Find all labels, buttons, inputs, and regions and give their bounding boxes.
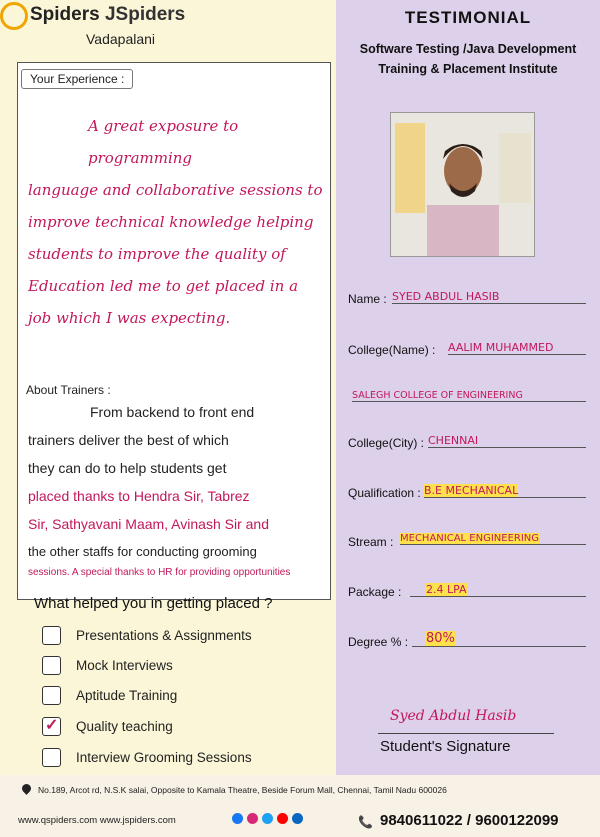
linkedin-icon[interactable]: [292, 813, 303, 824]
question-title: What helped you in getting placed ?: [34, 595, 273, 612]
logo: [30, 4, 185, 26]
checkbox[interactable]: [42, 686, 61, 705]
college-name-label: College(Name) :: [348, 343, 436, 357]
trainers-line: sessions. A special thanks to HR for providing opportunities: [28, 567, 291, 578]
name-value: SYED ABDUL HASIB: [392, 290, 586, 304]
youtube-icon[interactable]: [277, 813, 288, 824]
signature-line: [378, 733, 554, 734]
footer-address: No.189, Arcot rd, N.S.K salai, Opposite to Kamala Theatre, Beside Forum Mall, Chennai, Tamil Nadu 600026: [38, 785, 447, 795]
qualification-value: [424, 484, 586, 498]
option-label: Aptitude Training: [76, 687, 178, 703]
phone-icon: 📞: [358, 815, 373, 829]
social-icons: [232, 813, 303, 824]
footer-websites: www.qspiders.com www.jspiders.com: [18, 815, 176, 826]
logo-text: Spiders: [30, 4, 100, 25]
degree-value: [412, 631, 586, 647]
trainers-line: From backend to front end: [90, 404, 255, 420]
experience-line: A great exposure to programming: [88, 117, 239, 167]
option-presentations[interactable]: [42, 624, 252, 646]
package-label: Package :: [348, 585, 402, 599]
option-label: Mock Interviews: [76, 657, 173, 673]
degree-label: Degree % :: [348, 635, 409, 649]
experience-line: job which I was expecting.: [28, 309, 231, 327]
trainers-text: [28, 398, 328, 580]
checkbox[interactable]: [42, 626, 61, 645]
option-label: Interview Grooming Sessions: [76, 749, 252, 765]
student-signature: Syed Abdul Hasib: [390, 708, 517, 724]
college-name-value-2: SALEGH COLLEGE OF ENGINEERING: [352, 390, 586, 402]
branch-name: Vadapalani: [86, 31, 156, 47]
instagram-icon[interactable]: [247, 813, 258, 824]
option-aptitude[interactable]: [42, 684, 177, 706]
person-photo-icon: [391, 113, 534, 256]
signature-label: Student's Signature: [380, 738, 511, 755]
trainers-line: trainers deliver the best of which: [28, 432, 229, 448]
trainers-line: the other staffs for conducting grooming: [28, 544, 257, 559]
option-label: Quality teaching: [76, 718, 173, 734]
degree-highlight: 80%: [426, 631, 455, 646]
twitter-icon[interactable]: [262, 813, 273, 824]
college-city-value: CHENNAI: [428, 434, 586, 448]
trainers-line: placed thanks to Hendra Sir, Tabrez: [28, 488, 250, 504]
facebook-icon[interactable]: [232, 813, 243, 824]
checkbox[interactable]: [42, 656, 61, 675]
page-title: TESTIMONIAL: [404, 8, 532, 27]
logo-text-2: JSpiders: [104, 4, 186, 25]
stream-label: Stream :: [348, 535, 394, 549]
experience-line: language and collaborative sessions to: [28, 181, 323, 199]
subtitle-line: Training & Placement Institute: [378, 62, 558, 76]
trainers-line: they can do to help students get: [28, 460, 227, 476]
stream-value: [400, 533, 586, 545]
option-mock-interviews[interactable]: [42, 654, 173, 676]
page-subtitle: [336, 39, 600, 79]
option-label: Presentations & Assignments: [76, 627, 252, 643]
subtitle-line: Software Testing /Java Development: [359, 42, 577, 56]
package-value: [410, 583, 586, 597]
college-name-value: AALIM MUHAMMED: [448, 341, 586, 355]
footer-phones: 9840611022 / 9600122099: [380, 812, 559, 829]
checkbox[interactable]: [42, 748, 61, 767]
option-quality-teaching[interactable]: [42, 715, 173, 737]
student-photo: [390, 112, 535, 257]
check-icon: ✓: [45, 716, 59, 734]
package-highlight: 2.4 LPA: [426, 583, 467, 596]
qualification-highlight: B.E MECHANICAL: [424, 484, 519, 497]
option-grooming[interactable]: [42, 746, 252, 768]
experience-line: improve technical knowledge helping: [28, 213, 314, 231]
experience-line: Education led me to get placed in a: [28, 277, 299, 295]
college-city-label: College(City) :: [348, 436, 425, 450]
experience-text: [28, 110, 328, 334]
trainers-label: About Trainers :: [26, 383, 111, 397]
name-label: Name :: [348, 292, 387, 306]
experience-line: students to improve the quality of: [28, 245, 286, 263]
qspiders-logo-icon: [0, 2, 28, 30]
trainers-line: Sir, Sathyavani Maam, Avinash Sir and: [28, 516, 269, 532]
qualification-label: Qualification :: [348, 486, 421, 500]
checkbox-checked[interactable]: [42, 717, 61, 736]
experience-label: Your Experience :: [21, 69, 133, 89]
stream-highlight: MECHANICAL ENGINEERING: [400, 533, 540, 544]
